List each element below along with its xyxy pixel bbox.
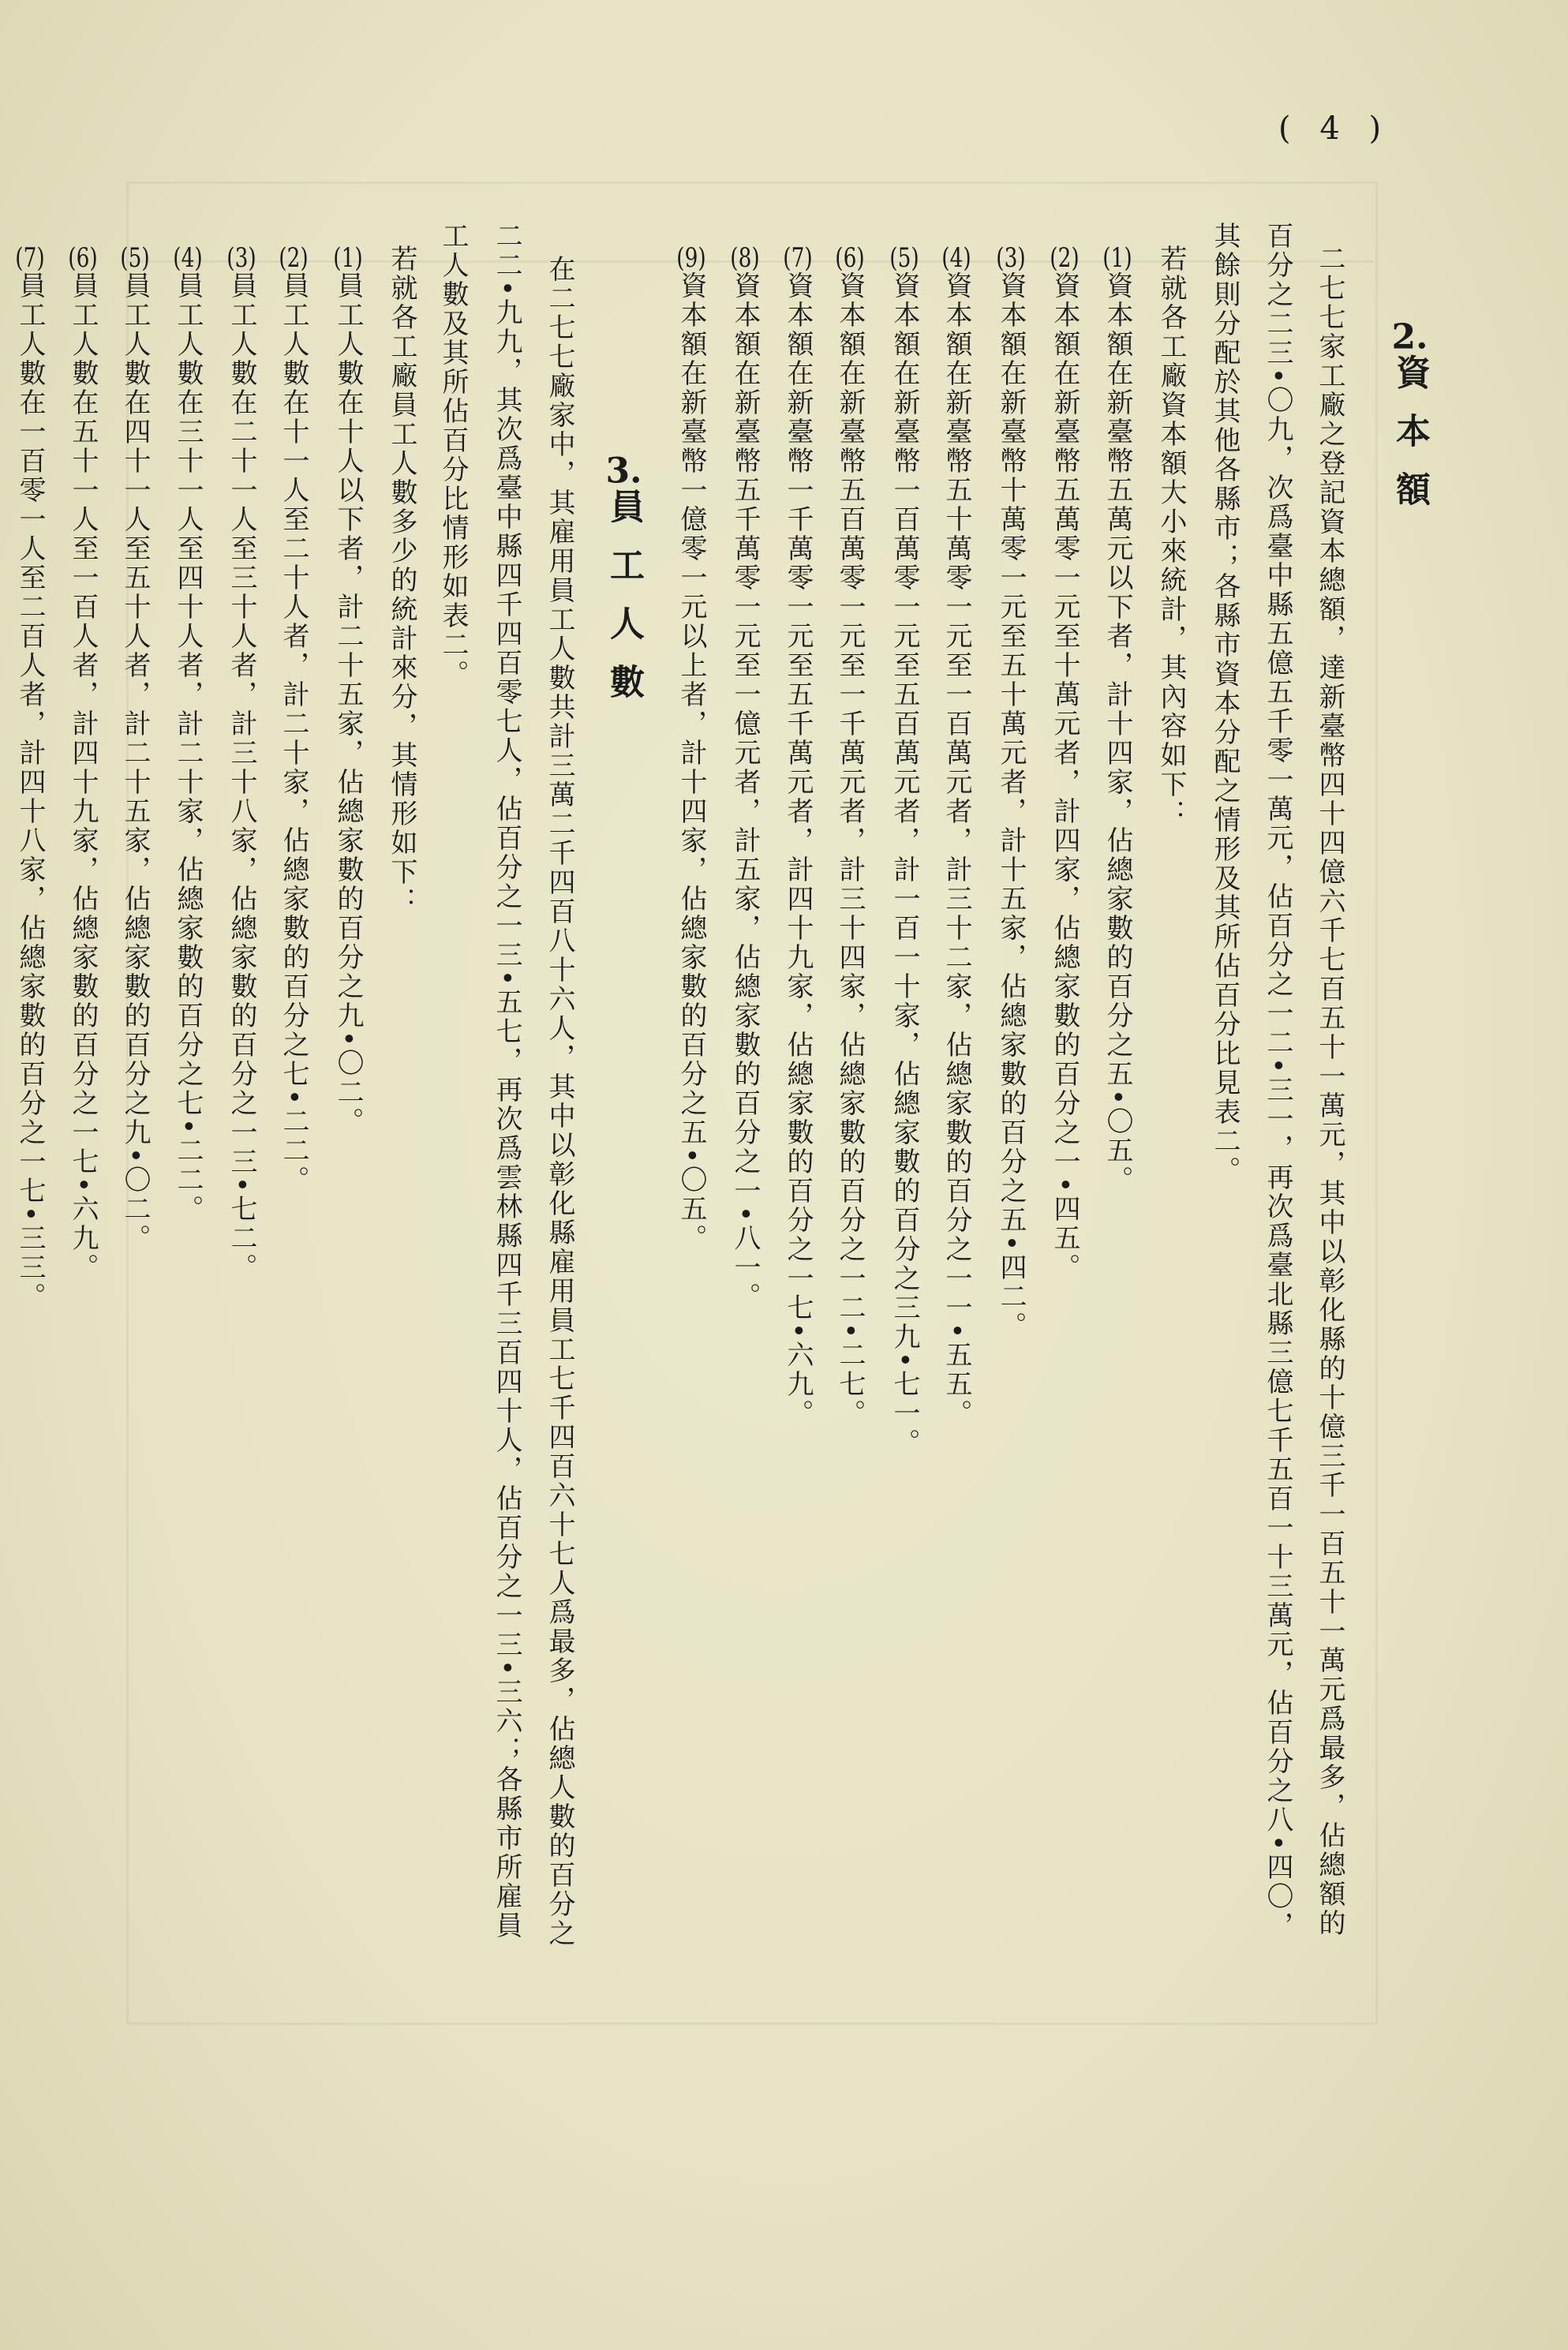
list-item-text: 員工人數在五十一人至一百人者，計四十九家，佔總家數的百分之一七•六九。 xyxy=(67,271,99,1283)
list-marker: (7) xyxy=(15,245,45,271)
list-item-text: 資本額在新臺幣十萬零一元至五十萬元者，計十五家，佔總家數的百分之五•四二。 xyxy=(995,271,1027,1342)
employee-list-item xyxy=(270,245,317,1195)
list-marker: (5) xyxy=(120,245,150,271)
section-2-paragraph-line: 二七七家工廠之登記資本總額，達新臺幣四十四億六千七百五十一萬元，其中以彰化縣的十億三千一百五十一萬元爲最多，佔總額的 xyxy=(1314,245,1345,1938)
capital-list-item xyxy=(774,245,821,1428)
section-2-heading xyxy=(1384,320,1435,529)
list-marker: (1) xyxy=(1102,245,1132,271)
section-2-paragraph-line: 其餘則分配於其他各縣市；各縣市資本分配之情形及其所佔百分比見表二。 xyxy=(1209,222,1241,1185)
list-item-text: 資本額在新臺幣五萬元以下者，計十四家，佔總家數的百分之五•〇五。 xyxy=(1102,271,1133,1196)
list-marker: (1) xyxy=(333,245,363,271)
capital-list-item xyxy=(826,245,874,1428)
capital-list-item xyxy=(881,245,928,1458)
list-item-text: 員工人數在十一人至二十人者，計二十家，佔總家數的百分之七•二二。 xyxy=(278,271,309,1196)
capital-list-item xyxy=(1094,245,1141,1195)
section-3-intro-line: 若就各工廠員工人數多少的統計來分，其情形如下： xyxy=(386,245,417,916)
list-marker: (3) xyxy=(996,245,1026,271)
list-item-text: 資本額在新臺幣五十萬零一元至一百萬元者，計三十二家，佔總家數的百分之一一•五五。 xyxy=(941,271,972,1429)
list-item-text: 員工人數在四十一人至五十人者，計二十五家，佔總家數的百分之九•〇二。 xyxy=(119,271,151,1254)
section-2-title: 資本額 xyxy=(1390,354,1430,529)
section-3-paragraph-line: 二二•九九，其次爲臺中縣四千四百零七人，佔百分之一三•五七，再次爲雲林縣四千三百四十人，佔百分之一三•三六；各縣市所雇員 xyxy=(491,222,522,1941)
section-3-title: 員工人數 xyxy=(604,488,644,722)
employee-list-item xyxy=(324,245,372,1136)
list-marker: (5) xyxy=(889,245,919,271)
list-item-text: 資本額在新臺幣五千萬零一元至一億元者，計五家，佔總家數的百分之一•八一。 xyxy=(729,271,761,1312)
list-marker: (4) xyxy=(173,245,203,271)
employee-list-item xyxy=(218,245,265,1282)
section-3-number: 3. xyxy=(605,454,642,488)
section-3-paragraph-line: 工人數及其所佔百分比情形如表二。 xyxy=(437,222,469,689)
list-item-text: 員工人數在一百零一人至二百人者，計四十八家，佔總家數的百分之一七•三三。 xyxy=(14,271,46,1312)
list-marker: (6) xyxy=(835,245,865,271)
list-item-text: 資本額在新臺幣五萬零一元至十萬元者，計四家，佔總家數的百分之一•四五。 xyxy=(1049,271,1080,1283)
section-2-number: 2. xyxy=(1391,320,1428,354)
section-2-paragraph-line: 百分之二三•〇九，次爲臺中縣五億五千零一萬元，佔百分之一二•三一，再次爲臺北縣三億七千五百一十三萬元，佔百分之八•四〇， xyxy=(1262,222,1293,1941)
list-item-text: 資本額在新臺幣一億零一元以上者，計十四家，佔總家數的百分之五•〇五。 xyxy=(675,271,707,1254)
list-item-text: 資本額在新臺幣一百萬零一元至五百萬元者，計一百一十家，佔總家數的百分之三九•七一。 xyxy=(889,271,920,1458)
capital-list-item xyxy=(668,245,715,1253)
section-3-paragraph-line: 在二七七廠家中，其雇用員工人數共計三萬二千四百八十六人，其中以彰化縣雇用員工七千四百六十七人爲最多，佔總人數的百分之 xyxy=(544,255,575,1948)
list-marker: (4) xyxy=(941,245,971,271)
employee-list-item xyxy=(59,245,107,1282)
capital-list-item xyxy=(987,245,1035,1341)
capital-list-item xyxy=(933,245,980,1428)
list-marker: (8) xyxy=(730,245,760,271)
list-item-text: 員工人數在十人以下者，計二十五家，佔總家數的百分之九•〇二。 xyxy=(332,271,364,1137)
list-marker: (3) xyxy=(226,245,256,271)
employee-list-item xyxy=(6,245,54,1312)
list-marker: (6) xyxy=(68,245,98,271)
list-item-text: 資本額在新臺幣五百萬零一元至一千萬元者，計三十四家，佔總家數的百分之一二•二七。 xyxy=(834,271,866,1429)
section-2-intro-line: 若就各工廠資本額大小來統計，其內容如下： xyxy=(1155,245,1187,829)
list-marker: (7) xyxy=(783,245,813,271)
list-marker: (2) xyxy=(279,245,309,271)
employee-list-item xyxy=(164,245,211,1224)
list-item-text: 員工人數在二十一人至三十人者，計三十八家，佔總家數的百分之一三•七二。 xyxy=(226,271,257,1283)
capital-list-item xyxy=(721,245,769,1312)
capital-list-item xyxy=(1041,245,1088,1282)
section-3-heading xyxy=(598,454,649,722)
list-marker: (9) xyxy=(676,245,706,271)
page-number: ( 4 ) xyxy=(1278,110,1391,147)
list-marker: (2) xyxy=(1050,245,1080,271)
employee-list-item xyxy=(111,245,159,1253)
list-item-text: 資本額在新臺幣一千萬零一元至五千萬元者，計四十九家，佔總家數的百分之一七•六九。 xyxy=(782,271,814,1429)
list-item-text: 員工人數在三十一人至四十人者，計二十家，佔總家數的百分之七•二二。 xyxy=(172,271,204,1225)
